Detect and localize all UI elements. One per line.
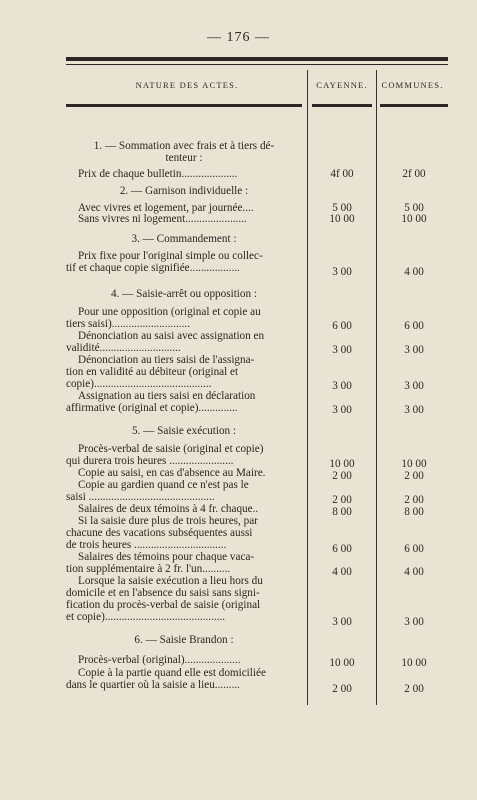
value-cayenne: 3 00 [332, 344, 352, 356]
value-cayenne: 2 00 [332, 470, 352, 482]
top-rule-thin [66, 64, 448, 65]
value-cayenne: 4 00 [332, 566, 352, 578]
entry-text: saisi ............................................. [66, 491, 215, 503]
entry-text: Procès-verbal (original).................... [78, 654, 241, 666]
entry-text: Assignation au tiers saisi en déclaration [78, 390, 256, 402]
header-cayenne: CAYENNE. [316, 80, 368, 90]
value-communes: 3 00 [404, 344, 424, 356]
value-communes: 6 00 [404, 320, 424, 332]
entry-text: domicile et en l'absence du saisi sans signi- [66, 587, 260, 599]
value-cayenne: 8 00 [332, 506, 352, 518]
entry-text: tiers saisi)............................ [66, 318, 190, 330]
header-nature: NATURE DES ACTES. [135, 80, 239, 90]
entry-text: Sans vivres ni logement...................... [78, 213, 247, 225]
entry-text: affirmative (original et copie).............. [66, 402, 238, 414]
value-communes: 2f 00 [402, 168, 426, 180]
value-communes: 10 00 [401, 657, 427, 669]
column-divider-left [307, 70, 308, 705]
value-cayenne: 3 00 [332, 266, 352, 278]
entry-text: Procès-verbal de saisie (original et copie) [78, 443, 264, 455]
value-communes: 10 00 [401, 458, 427, 470]
entry-text: Copie à la partie quand elle est domiciliée [78, 667, 266, 679]
value-communes: 10 00 [401, 213, 427, 225]
entry-text: fication du procès-verbal de saisie (original [66, 599, 261, 611]
value-cayenne: 3 00 [332, 404, 352, 416]
header-communes: COMMUNES. [381, 80, 444, 90]
value-communes: 4 00 [404, 566, 424, 578]
entry-text: tion supplémentaire à 2 fr. l'un.......... [66, 563, 231, 575]
value-cayenne: 10 00 [329, 657, 355, 669]
section-heading: 3. — Commandement : [131, 233, 237, 245]
value-communes: 5 00 [404, 202, 424, 214]
value-communes: 2 00 [404, 494, 424, 506]
value-communes: 3 00 [404, 404, 424, 416]
value-cayenne: 10 00 [329, 458, 355, 470]
entry-text: tif et chaque copie signifiée.................. [66, 262, 240, 274]
entry-text: de trois heures ................................. [66, 539, 227, 551]
entry-text: Si la saisie dure plus de trois heures, par [78, 515, 258, 527]
value-cayenne: 5 00 [332, 202, 352, 214]
value-cayenne: 2 00 [332, 494, 352, 506]
entry-text: Avec vivres et logement, par journée.... [78, 202, 254, 214]
value-cayenne: 2 00 [332, 683, 352, 695]
section-heading: 1. — Sommation avec frais et à tiers dé- [93, 140, 275, 152]
entry-text: Prix fixe pour l'original simple ou collec- [78, 250, 263, 262]
value-communes: 2 00 [404, 683, 424, 695]
section-heading: 6. — Saisie Brandon : [134, 634, 234, 646]
entry-text: Dénonciation au saisi avec assignation en [78, 330, 265, 342]
entry-text: Prix de chaque bulletin.................... [78, 168, 238, 180]
entry-text: Dénonciation au tiers saisi de l'assigna- [78, 354, 255, 366]
entry-text: Lorsque la saisie exécution a lieu hors du [78, 575, 263, 587]
entry-text: Copie au saisi, en cas d'absence au Maire. [78, 467, 266, 479]
entry-text: chacune des vacations subséquentes aussi [66, 527, 253, 539]
entry-text: validité............................. [66, 342, 181, 354]
value-cayenne: 3 00 [332, 380, 352, 392]
column-divider-right [376, 70, 377, 705]
section-heading: 5. — Saisie exécution : [131, 425, 237, 437]
value-cayenne: 3 00 [332, 616, 352, 628]
entry-text: Salaires des témoins pour chaque vaca- [78, 551, 255, 563]
entry-text: qui durera trois heures ....................... [66, 455, 234, 467]
section-heading: 2. — Garnison individuelle : [119, 185, 249, 197]
value-cayenne: 6 00 [332, 320, 352, 332]
header-underline-communes [380, 104, 448, 107]
section-heading: tenteur : [165, 152, 203, 164]
entry-text: tion en validité au débiteur (original et [66, 366, 239, 378]
top-rule-thick [66, 57, 448, 61]
value-communes: 4 00 [404, 266, 424, 278]
header-underline-nature [66, 104, 302, 107]
entry-text: Copie au gardien quand ce n'est pas le [78, 479, 249, 491]
entry-text: et copie)........................................... [66, 611, 226, 623]
value-communes: 2 00 [404, 470, 424, 482]
entry-text: dans le quartier où la saisie a lieu......... [66, 679, 240, 691]
value-cayenne: 4f 00 [330, 168, 354, 180]
value-communes: 6 00 [404, 543, 424, 555]
value-communes: 3 00 [404, 380, 424, 392]
value-cayenne: 10 00 [329, 213, 355, 225]
entry-text: copie).......................................... [66, 378, 212, 390]
entry-text: Salaires de deux témoins à 4 fr. chaque.. [78, 503, 259, 515]
entry-text: Pour une opposition (original et copie au [78, 306, 261, 318]
value-cayenne: 6 00 [332, 543, 352, 555]
value-communes: 3 00 [404, 616, 424, 628]
page-number: — 176 — [207, 30, 270, 45]
section-heading: 4. — Saisie-arrêt ou opposition : [110, 288, 258, 300]
value-communes: 8 00 [404, 506, 424, 518]
header-underline-cayenne [312, 104, 372, 107]
